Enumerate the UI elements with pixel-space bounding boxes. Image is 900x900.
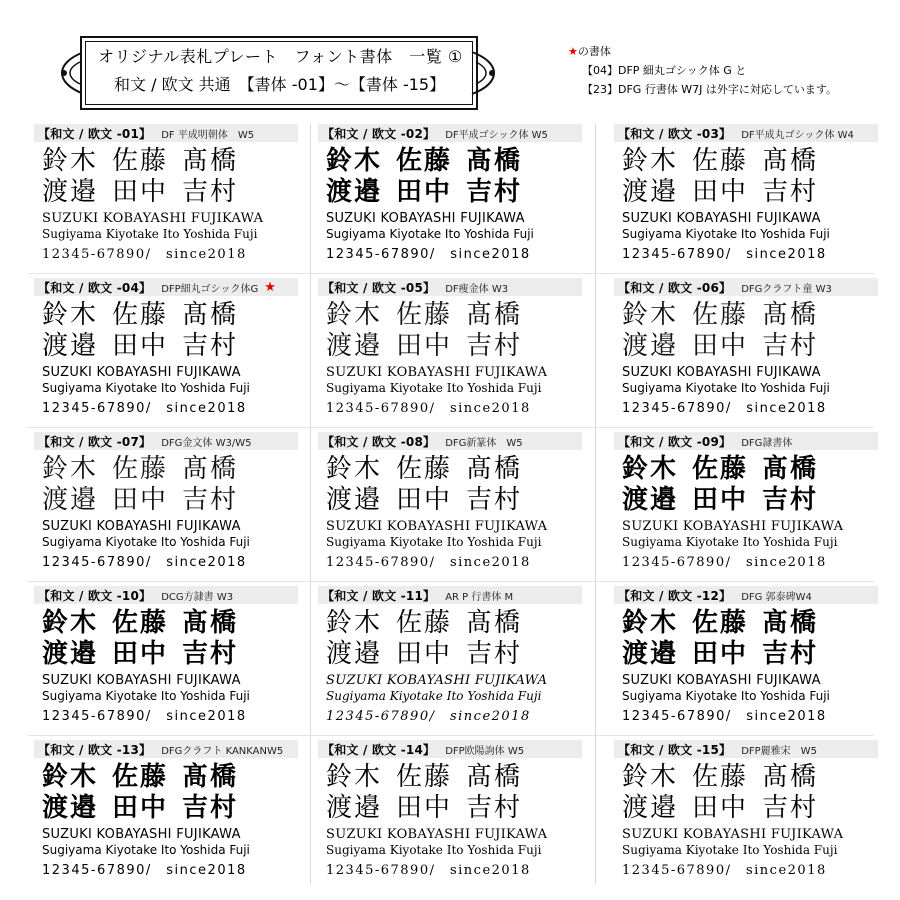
kanji-sample <box>42 300 298 362</box>
font-name: DFG金文体 W3/W5 <box>161 437 252 449</box>
font-sample-card <box>34 740 298 886</box>
latin-caps-sample: SUZUKI KOBAYASHI FUJIKAWA <box>326 211 525 226</box>
name-sample: 吉村 <box>182 485 239 515</box>
font-label: 【和文 / 欧文 -15】 <box>618 742 732 757</box>
numeric-sample: 12345-67890/ since2018 <box>326 709 531 724</box>
latin-mixed-sample: Sugiyama Kiyotake Ito Yoshida Fuji <box>42 843 250 857</box>
latin-mixed-sample: Sugiyama Kiyotake Ito Yoshida Fuji <box>42 381 250 395</box>
numeric-sample: 12345-67890/ since2018 <box>622 247 827 262</box>
kanji-row-2 <box>326 177 582 208</box>
kanji-row-2 <box>622 331 878 362</box>
name-sample: 髙橋 <box>762 300 819 330</box>
plaque-title: オリジナル表札プレート フォント書体 一覧 ① <box>98 47 463 66</box>
font-tag <box>34 740 298 758</box>
font-sample-card <box>318 278 582 424</box>
name-sample: 鈴木 <box>326 608 383 638</box>
name-sample: 佐藤 <box>396 300 453 330</box>
latin-caps-sample: SUZUKI KOBAYASHI FUJIKAWA <box>326 827 548 842</box>
font-name: DFGクラフト童 W3 <box>741 283 832 295</box>
name-sample: 佐藤 <box>112 146 169 176</box>
name-sample: 髙橋 <box>182 300 239 330</box>
name-sample: 佐藤 <box>112 300 169 330</box>
numeric-sample: 12345-67890/ since2018 <box>42 247 247 262</box>
name-sample: 田中 <box>112 485 169 515</box>
font-sample-card <box>318 124 582 270</box>
numeric-sample: 12345-67890/ since2018 <box>42 863 247 878</box>
latin-mixed-sample: Sugiyama Kiyotake Ito Yoshida Fuji <box>622 689 830 703</box>
row-divider <box>28 581 874 582</box>
font-name: DFG隷書体 <box>741 437 793 449</box>
font-name: DCG方隷書 W3 <box>161 591 234 603</box>
latin-mixed-sample: Sugiyama Kiyotake Ito Yoshida Fuji <box>326 381 542 395</box>
ornament-right-icon <box>470 50 498 96</box>
star-icon: ★ <box>264 279 276 295</box>
kanji-row-2 <box>326 793 582 824</box>
name-sample: 渡邉 <box>42 177 99 207</box>
latin-mixed-sample: Sugiyama Kiyotake Ito Yoshida Fuji <box>622 535 838 549</box>
kanji-row-2 <box>326 639 582 670</box>
font-sample-card <box>34 124 298 270</box>
kanji-sample <box>326 608 582 670</box>
kanji-sample <box>42 454 298 516</box>
latin-caps-sample: SUZUKI KOBAYASHI FUJIKAWA <box>326 673 548 688</box>
font-tag <box>318 124 582 142</box>
kanji-row-1 <box>622 454 878 485</box>
latin-mixed-sample: Sugiyama Kiyotake Ito Yoshida Fuji <box>622 227 830 241</box>
name-sample: 髙橋 <box>466 762 523 792</box>
name-sample: 鈴木 <box>42 300 99 330</box>
font-sample-card <box>614 432 878 578</box>
name-sample: 鈴木 <box>622 454 679 484</box>
kanji-row-2 <box>622 485 878 516</box>
name-sample: 渡邉 <box>326 639 383 669</box>
latin-mixed-sample: Sugiyama Kiyotake Ito Yoshida Fuji <box>42 689 250 703</box>
column-divider <box>595 124 596 884</box>
kanji-row-1 <box>622 300 878 331</box>
name-sample: 鈴木 <box>622 608 679 638</box>
kanji-row-1 <box>42 762 298 793</box>
font-label: 【和文 / 欧文 -10】 <box>38 588 152 603</box>
latin-caps-sample: SUZUKI KOBAYASHI FUJIKAWA <box>326 365 548 380</box>
name-sample: 吉村 <box>466 639 523 669</box>
name-sample: 佐藤 <box>112 454 169 484</box>
name-sample: 吉村 <box>466 331 523 361</box>
kanji-row-1 <box>622 762 878 793</box>
font-name: DFG 郭泰碑W4 <box>741 591 812 603</box>
font-label: 【和文 / 欧文 -04】 <box>38 280 152 295</box>
latin-caps-sample: SUZUKI KOBAYASHI FUJIKAWA <box>622 519 844 534</box>
note-head: の書体 <box>577 45 611 58</box>
numeric-sample: 12345-67890/ since2018 <box>326 401 531 416</box>
latin-caps-sample: SUZUKI KOBAYASHI FUJIKAWA <box>622 827 844 842</box>
row-divider <box>28 427 874 428</box>
kanji-row-1 <box>326 762 582 793</box>
name-sample: 吉村 <box>762 331 819 361</box>
font-label: 【和文 / 欧文 -01】 <box>38 126 152 141</box>
latin-mixed-sample: Sugiyama Kiyotake Ito Yoshida Fuji <box>42 227 258 241</box>
latin-mixed-sample: Sugiyama Kiyotake Ito Yoshida Fuji <box>622 843 838 857</box>
latin-caps-sample: SUZUKI KOBAYASHI FUJIKAWA <box>42 519 241 534</box>
name-sample: 吉村 <box>762 793 819 823</box>
name-sample: 鈴木 <box>326 146 383 176</box>
name-sample: 渡邉 <box>622 639 679 669</box>
kanji-row-1 <box>326 300 582 331</box>
name-sample: 渡邉 <box>42 485 99 515</box>
name-sample: 吉村 <box>182 331 239 361</box>
name-sample: 佐藤 <box>692 608 749 638</box>
font-sample-card <box>614 740 878 886</box>
name-sample: 渡邉 <box>622 485 679 515</box>
font-name: DFP欧陽詢体 W5 <box>445 745 525 757</box>
name-sample: 渡邉 <box>326 485 383 515</box>
name-sample: 吉村 <box>762 485 819 515</box>
name-sample: 髙橋 <box>762 146 819 176</box>
font-name: DF平成丸ゴシック体 W4 <box>741 129 854 141</box>
latin-caps-sample: SUZUKI KOBAYASHI FUJIKAWA <box>622 365 821 380</box>
name-sample: 佐藤 <box>112 762 169 792</box>
name-sample: 吉村 <box>466 177 523 207</box>
name-sample: 鈴木 <box>622 146 679 176</box>
numeric-sample: 12345-67890/ since2018 <box>42 555 247 570</box>
name-sample: 吉村 <box>762 177 819 207</box>
font-tag <box>34 124 298 142</box>
numeric-sample: 12345-67890/ since2018 <box>326 555 531 570</box>
kanji-row-1 <box>42 608 298 639</box>
kanji-sample <box>326 146 582 208</box>
name-sample: 田中 <box>692 177 749 207</box>
name-sample: 鈴木 <box>622 762 679 792</box>
font-label: 【和文 / 欧文 -09】 <box>618 434 732 449</box>
latin-caps-sample: SUZUKI KOBAYASHI FUJIKAWA <box>622 673 821 688</box>
font-name: DF 平成明朝体 W5 <box>161 129 255 141</box>
name-sample: 鈴木 <box>42 454 99 484</box>
kanji-sample <box>326 454 582 516</box>
latin-mixed-sample: Sugiyama Kiyotake Ito Yoshida Fuji <box>326 227 534 241</box>
font-label: 【和文 / 欧文 -03】 <box>618 126 732 141</box>
numeric-sample: 12345-67890/ since2018 <box>622 863 827 878</box>
font-sample-grid <box>28 124 874 884</box>
row-divider <box>28 735 874 736</box>
font-sample-card <box>614 124 878 270</box>
kanji-row-2 <box>622 639 878 670</box>
kanji-sample <box>622 300 878 362</box>
name-sample: 渡邉 <box>42 793 99 823</box>
font-tag <box>614 586 878 604</box>
font-label: 【和文 / 欧文 -05】 <box>322 280 436 295</box>
name-sample: 佐藤 <box>692 454 749 484</box>
numeric-sample: 12345-67890/ since2018 <box>622 709 827 724</box>
latin-mixed-sample: Sugiyama Kiyotake Ito Yoshida Fuji <box>42 535 250 549</box>
name-sample: 田中 <box>396 793 453 823</box>
name-sample: 髙橋 <box>182 762 239 792</box>
name-sample: 田中 <box>692 485 749 515</box>
latin-mixed-sample: Sugiyama Kiyotake Ito Yoshida Fuji <box>326 689 542 703</box>
font-name: AR P 行書体 M <box>445 591 514 603</box>
font-name: DFP麗雅宋 W5 <box>741 745 817 757</box>
font-tag <box>318 586 582 604</box>
name-sample: 渡邉 <box>42 331 99 361</box>
name-sample: 吉村 <box>466 485 523 515</box>
kanji-sample <box>326 762 582 824</box>
font-sample-card <box>34 432 298 578</box>
kanji-sample <box>622 146 878 208</box>
font-tag <box>318 432 582 450</box>
latin-mixed-sample: Sugiyama Kiyotake Ito Yoshida Fuji <box>326 535 542 549</box>
numeric-sample: 12345-67890/ since2018 <box>42 401 247 416</box>
font-tag <box>34 586 298 604</box>
name-sample: 吉村 <box>762 639 819 669</box>
note-line-2: 【23】DFG 行書体 W7J は外字に対応しています。 <box>582 83 838 96</box>
font-name: DF平成ゴシック体 W5 <box>445 129 548 141</box>
kanji-row-1 <box>622 146 878 177</box>
latin-mixed-sample: Sugiyama Kiyotake Ito Yoshida Fuji <box>326 843 542 857</box>
name-sample: 髙橋 <box>182 454 239 484</box>
latin-caps-sample: SUZUKI KOBAYASHI FUJIKAWA <box>326 519 548 534</box>
font-name: DFG新篆体 W5 <box>445 437 523 449</box>
name-sample: 髙橋 <box>466 608 523 638</box>
font-tag <box>614 124 878 142</box>
name-sample: 佐藤 <box>396 608 453 638</box>
latin-caps-sample: SUZUKI KOBAYASHI FUJIKAWA <box>42 211 264 226</box>
external-char-note <box>568 42 837 99</box>
name-sample: 髙橋 <box>182 146 239 176</box>
kanji-sample <box>622 608 878 670</box>
name-sample: 渡邉 <box>42 639 99 669</box>
font-label: 【和文 / 欧文 -02】 <box>322 126 436 141</box>
font-label: 【和文 / 欧文 -13】 <box>38 742 152 757</box>
name-sample: 鈴木 <box>42 608 99 638</box>
font-tag <box>614 278 878 296</box>
name-sample: 佐藤 <box>692 300 749 330</box>
name-sample: 渡邉 <box>326 331 383 361</box>
numeric-sample: 12345-67890/ since2018 <box>622 401 827 416</box>
name-sample: 吉村 <box>182 177 239 207</box>
font-sample-card <box>34 278 298 424</box>
name-sample: 佐藤 <box>692 146 749 176</box>
font-tag <box>34 278 298 296</box>
latin-caps-sample: SUZUKI KOBAYASHI FUJIKAWA <box>42 827 241 842</box>
name-sample: 鈴木 <box>42 146 99 176</box>
name-sample: 佐藤 <box>396 762 453 792</box>
font-tag <box>318 278 582 296</box>
name-sample: 田中 <box>112 639 169 669</box>
kanji-sample <box>622 762 878 824</box>
kanji-row-1 <box>326 608 582 639</box>
star-icon: ★ <box>568 45 578 58</box>
font-label: 【和文 / 欧文 -11】 <box>322 588 436 603</box>
latin-mixed-sample: Sugiyama Kiyotake Ito Yoshida Fuji <box>622 381 830 395</box>
kanji-row-1 <box>326 454 582 485</box>
kanji-row-1 <box>622 608 878 639</box>
font-tag <box>614 432 878 450</box>
font-sample-card <box>318 740 582 886</box>
name-sample: 田中 <box>112 331 169 361</box>
numeric-sample: 12345-67890/ since2018 <box>622 555 827 570</box>
kanji-row-2 <box>42 485 298 516</box>
latin-caps-sample: SUZUKI KOBAYASHI FUJIKAWA <box>42 673 241 688</box>
name-sample: 佐藤 <box>112 608 169 638</box>
font-tag <box>318 740 582 758</box>
name-sample: 髙橋 <box>466 300 523 330</box>
name-sample: 鈴木 <box>326 454 383 484</box>
font-sample-card <box>614 586 878 732</box>
name-sample: 鈴木 <box>42 762 99 792</box>
name-sample: 田中 <box>396 331 453 361</box>
name-sample: 吉村 <box>466 793 523 823</box>
font-sample-card <box>614 278 878 424</box>
name-sample: 渡邉 <box>326 793 383 823</box>
name-sample: 髙橋 <box>762 608 819 638</box>
font-label: 【和文 / 欧文 -14】 <box>322 742 436 757</box>
name-sample: 鈴木 <box>326 762 383 792</box>
numeric-sample: 12345-67890/ since2018 <box>326 247 531 262</box>
name-sample: 渡邉 <box>622 331 679 361</box>
plaque-subtitle: 和文 / 欧文 共通 【書体 -01】～【書体 -15】 <box>114 75 446 94</box>
numeric-sample: 12345-67890/ since2018 <box>42 709 247 724</box>
name-sample: 髙橋 <box>762 762 819 792</box>
kanji-row-2 <box>622 793 878 824</box>
kanji-sample <box>42 146 298 208</box>
note-line-1: 【04】DFP 細丸ゴシック体 G と <box>582 64 747 77</box>
name-sample: 髙橋 <box>762 454 819 484</box>
name-sample: 髙橋 <box>182 608 239 638</box>
font-tag <box>34 432 298 450</box>
font-sample-card <box>318 432 582 578</box>
name-sample: 髙橋 <box>466 146 523 176</box>
name-sample: 田中 <box>692 639 749 669</box>
latin-caps-sample: SUZUKI KOBAYASHI FUJIKAWA <box>42 365 241 380</box>
name-sample: 髙橋 <box>466 454 523 484</box>
numeric-sample: 12345-67890/ since2018 <box>326 863 531 878</box>
kanji-row-2 <box>622 177 878 208</box>
font-tag <box>614 740 878 758</box>
font-label: 【和文 / 欧文 -06】 <box>618 280 732 295</box>
font-sample-card <box>34 586 298 732</box>
font-name: DFP細丸ゴシック体G <box>161 283 259 295</box>
name-sample: 鈴木 <box>622 300 679 330</box>
name-sample: 渡邉 <box>326 177 383 207</box>
kanji-sample <box>42 762 298 824</box>
kanji-row-1 <box>42 300 298 331</box>
name-sample: 田中 <box>396 485 453 515</box>
name-sample: 田中 <box>112 177 169 207</box>
kanji-row-2 <box>42 177 298 208</box>
name-sample: 田中 <box>692 331 749 361</box>
font-label: 【和文 / 欧文 -08】 <box>322 434 436 449</box>
latin-caps-sample: SUZUKI KOBAYASHI FUJIKAWA <box>622 211 821 226</box>
kanji-sample <box>326 300 582 362</box>
name-sample: 田中 <box>396 177 453 207</box>
font-name: DFGクラフト KANKANW5 <box>161 745 284 757</box>
font-label: 【和文 / 欧文 -07】 <box>38 434 152 449</box>
kanji-row-2 <box>42 331 298 362</box>
kanji-row-1 <box>42 454 298 485</box>
name-sample: 吉村 <box>182 639 239 669</box>
row-divider <box>28 273 874 274</box>
title-plaque <box>58 30 498 114</box>
kanji-row-2 <box>42 639 298 670</box>
kanji-row-1 <box>42 146 298 177</box>
font-label: 【和文 / 欧文 -12】 <box>618 588 732 603</box>
column-divider <box>310 124 311 884</box>
name-sample: 渡邉 <box>622 793 679 823</box>
name-sample: 田中 <box>692 793 749 823</box>
name-sample: 佐藤 <box>692 762 749 792</box>
name-sample: 佐藤 <box>396 146 453 176</box>
font-sample-card <box>318 586 582 732</box>
font-name: DF痩金体 W3 <box>445 283 509 295</box>
kanji-row-2 <box>42 793 298 824</box>
name-sample: 田中 <box>112 793 169 823</box>
kanji-row-2 <box>326 331 582 362</box>
kanji-sample <box>622 454 878 516</box>
kanji-sample <box>42 608 298 670</box>
name-sample: 田中 <box>396 639 453 669</box>
kanji-row-2 <box>326 485 582 516</box>
name-sample: 鈴木 <box>326 300 383 330</box>
name-sample: 佐藤 <box>396 454 453 484</box>
name-sample: 吉村 <box>182 793 239 823</box>
kanji-row-1 <box>326 146 582 177</box>
name-sample: 渡邉 <box>622 177 679 207</box>
